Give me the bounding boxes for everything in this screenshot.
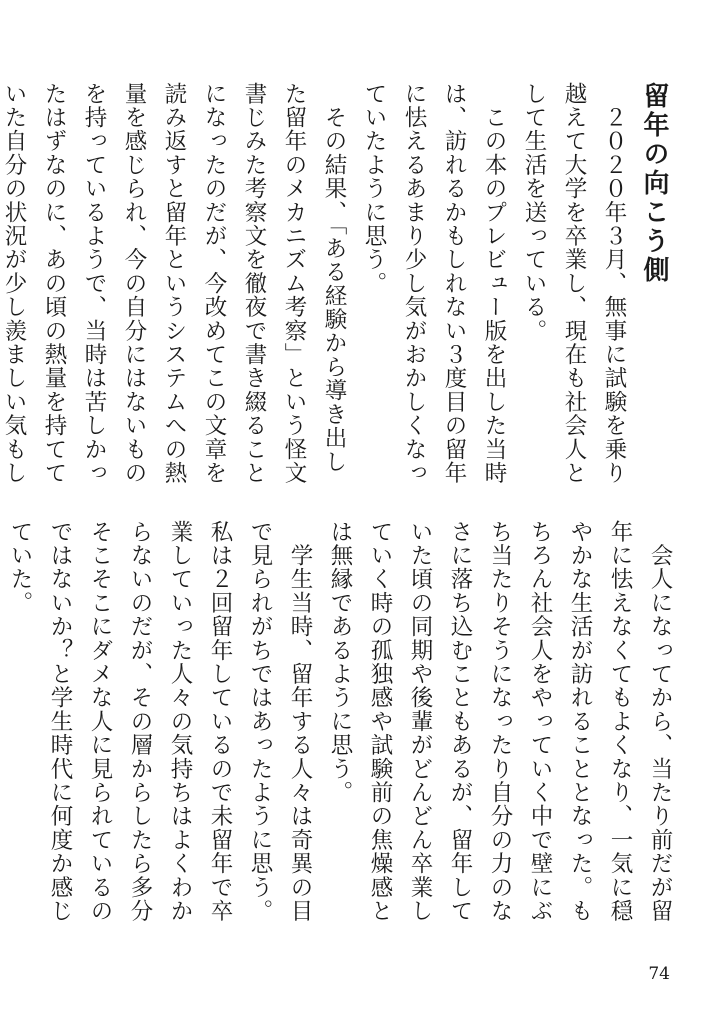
upper-text-block (1, 82, 680, 494)
paragraph: 学生当時、留年する人々は奇異の目で見られがちではあったように思う。私は２回留年しているので未留年で卒業していった人々の気持ちはよくわからないのだが、その層からしたら多分そこそこにダメな人に見られているのではないか？と学生時代に何度か感じていた。 (7, 520, 313, 923)
page-title: 留年の向こう側 (639, 82, 669, 285)
paragraph: この本のプレビュー版を出した当時は、訪れるかもしれない３度目の留年に怯えるあまり少し気がおかしくなっていたように思う。 (361, 82, 507, 485)
paragraph: その結果、「ある経験から導き出した留年のメカニズム考察」という怪文書じみた考察文を徹夜で書き綴ることになったのだが、今改めてこの文章を読み返すと留年というシステムへの熱量を感じられ、今の自分にはないものを持っているようで、当時は苦しかったはずなのに、あの頃の熱量を持てていた自分の状況が少し羨ましい気もし (1, 82, 347, 485)
page-number: 74 (648, 964, 670, 984)
paragraph: ２０２０年３月、無事に試験を乗り越えて大学を卒業し、現在も社会人として生活を送っている。 (521, 82, 627, 485)
lower-text-block (7, 520, 680, 932)
paragraph: 会人になってから、当たり前だが留年に怯えなくてもよくなり、一気に穏やかな生活が訪れることとなった。もちろん社会人をやっていく中で壁にぶち当たりそうになったり自分の力のなさに落ち込むこともあるが、留年していた頃の同期や後輩がどんどん卒業していく時の孤独感や試験前の焦燥感とは無縁であるように思う。 (327, 520, 673, 923)
